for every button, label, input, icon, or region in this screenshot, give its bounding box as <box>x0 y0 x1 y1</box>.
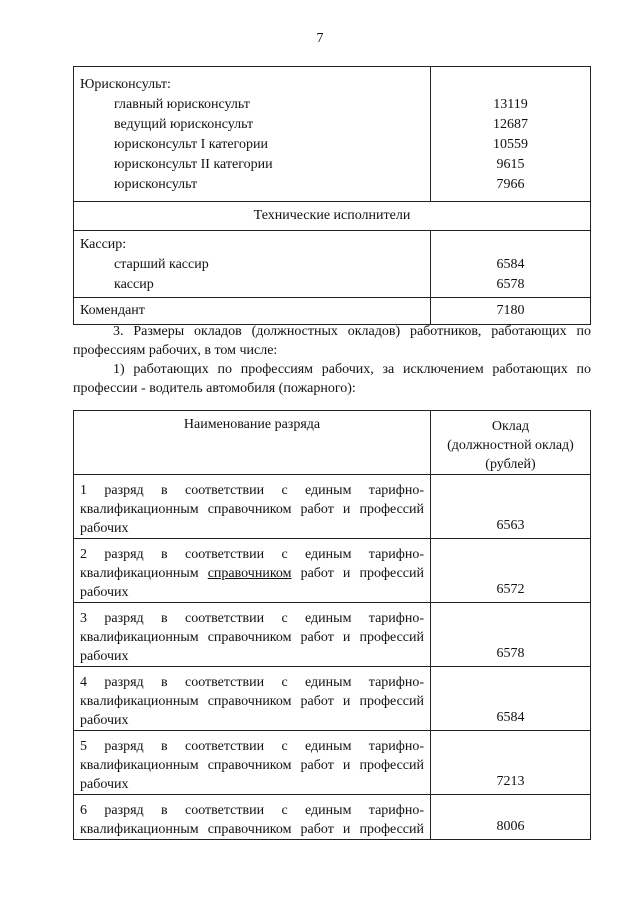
table-row <box>74 67 591 202</box>
grade-salary-cell <box>431 667 591 731</box>
grade-text: 5 разряд в соответствии с единым тарифно- <box>80 739 424 754</box>
legal-values-cell <box>431 67 591 202</box>
legal-group-cell <box>74 67 431 202</box>
grade-salary-cell <box>431 795 591 840</box>
grade-text: квалификационным справочником работ и профессий <box>80 630 424 645</box>
grade-name-cell <box>74 603 431 667</box>
paragraph-line: 3. Размеры окладов (должностных окладов) работников, работающих по <box>113 324 591 339</box>
paragraph-line: 1) работающих по профессиям рабочих, за исключением работающих по <box>113 362 591 377</box>
group-heading: Кассир: <box>80 237 127 252</box>
table-row <box>74 539 591 603</box>
grade-text: квалификационным справочником работ и профессий <box>80 502 424 517</box>
grade-text: 2 разряд в соответствии с единым тарифно- <box>80 547 424 562</box>
worker-grades-table <box>73 410 591 840</box>
table-row <box>74 603 591 667</box>
table-row <box>74 475 591 539</box>
table-header-row <box>74 411 591 475</box>
grade-text: рабочих <box>80 521 129 536</box>
salary-value: 7966 <box>496 177 525 192</box>
grade-text: 4 разряд в соответствии с единым тарифно- <box>80 675 424 690</box>
column-header <box>74 411 431 475</box>
grade-salary-cell <box>431 731 591 795</box>
column-header <box>431 411 591 475</box>
column-header-label: (рублей) <box>485 457 536 472</box>
table-row <box>74 795 591 840</box>
position-label: юрисконсульт <box>114 177 198 192</box>
salary-value: 10559 <box>493 137 528 152</box>
position-label: юрисконсульт II категории <box>114 157 273 172</box>
salary-value: 6584 <box>496 257 525 272</box>
commandant-cell <box>74 298 431 325</box>
grade-text: 1 разряд в соответствии с единым тарифно- <box>80 483 424 498</box>
position-label: Комендант <box>80 303 145 318</box>
grade-salary-cell <box>431 475 591 539</box>
position-label: юрисконсульт I категории <box>114 137 268 152</box>
salary-value: 6563 <box>496 518 525 533</box>
salary-value: 7213 <box>496 774 525 789</box>
table-row <box>74 731 591 795</box>
grade-text: квалификационным справочником работ и профессий <box>80 758 424 773</box>
table-row <box>74 202 591 231</box>
position-label: ведущий юрисконсульт <box>114 117 254 132</box>
cashier-values-cell <box>431 231 591 298</box>
grade-text-part: работ и профессий <box>291 566 424 581</box>
salary-value: 9615 <box>496 157 525 172</box>
grade-text: квалификационным справочником работ и профессий <box>80 822 424 837</box>
table-row <box>74 667 591 731</box>
grade-name-cell <box>74 795 431 840</box>
salary-value: 6584 <box>496 710 525 725</box>
grade-text: квалификационным справочником работ и профессий <box>80 694 424 709</box>
grade-text: рабочих <box>80 585 129 600</box>
column-header-label: Оклад <box>491 419 530 434</box>
grade-name-cell <box>74 539 431 603</box>
position-label: старший кассир <box>114 257 209 272</box>
salary-value: 12687 <box>493 117 528 132</box>
grade-name-cell <box>74 731 431 795</box>
grade-text-part: квалификационным <box>80 566 208 581</box>
grade-text: рабочих <box>80 777 129 792</box>
salary-value: 6572 <box>496 582 525 597</box>
grade-name-cell <box>74 475 431 539</box>
salary-value: 13119 <box>493 97 528 112</box>
paragraph-line: профессии - водитель автомобиля (пожарного): <box>73 381 356 396</box>
grade-text-underlined: справочником <box>207 566 292 581</box>
page-number: 7 <box>316 31 324 46</box>
grade-text: рабочих <box>80 713 129 728</box>
table-row <box>74 298 591 325</box>
position-label: кассир <box>114 277 154 292</box>
position-label: главный юрисконсульт <box>114 97 250 112</box>
column-header-label: Наименование разряда <box>183 417 321 432</box>
salary-value: 8006 <box>496 819 525 834</box>
grade-salary-cell <box>431 539 591 603</box>
commandant-value-cell <box>431 298 591 325</box>
column-header-label: (должностной оклад) <box>447 438 574 453</box>
positions-salary-table <box>73 66 591 325</box>
grade-text <box>80 564 424 583</box>
paragraph-line: профессиям рабочих, в том числе: <box>73 343 278 358</box>
grade-text: 6 разряд в соответствии с единым тарифно- <box>80 803 424 818</box>
table-row <box>74 231 591 298</box>
group-heading: Юрисконсульт: <box>80 77 171 92</box>
grade-text: рабочих <box>80 649 129 664</box>
grade-text: 3 разряд в соответствии с единым тарифно- <box>80 611 424 626</box>
paragraph-3 <box>73 322 591 360</box>
salary-value: 6578 <box>496 646 525 661</box>
paragraph-3-1 <box>73 360 591 398</box>
section-title-cell <box>74 202 591 231</box>
grade-salary-cell <box>431 603 591 667</box>
salary-value: 6578 <box>496 277 525 292</box>
section-title: Технические исполнители <box>253 208 411 223</box>
cashier-group-cell <box>74 231 431 298</box>
salary-value: 7180 <box>496 303 525 318</box>
grade-name-cell <box>74 667 431 731</box>
